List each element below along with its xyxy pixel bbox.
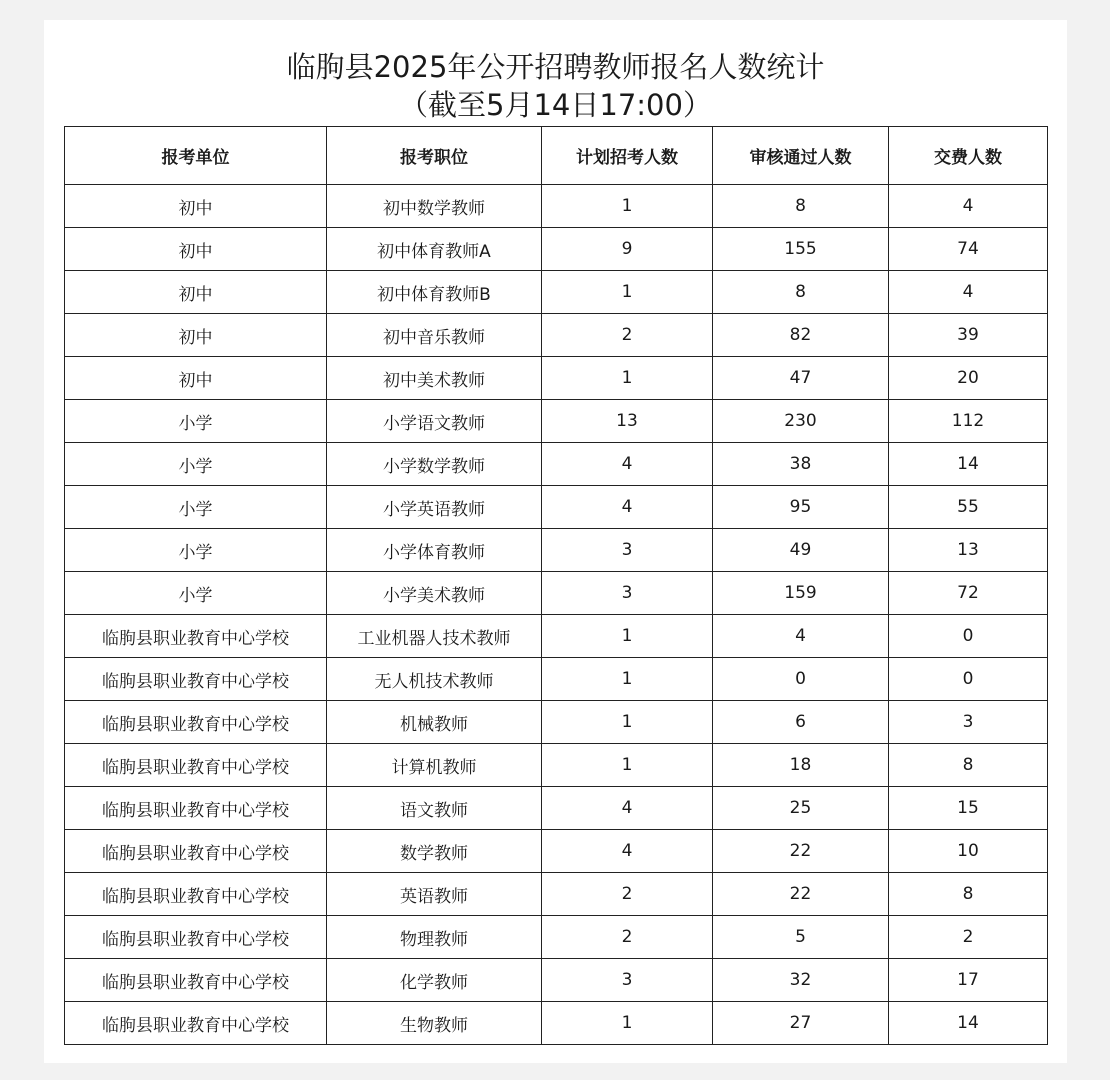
cell-unit: 小学 <box>65 529 327 572</box>
cell-unit: 临朐县职业教育中心学校 <box>65 830 327 873</box>
cell-paid-count: 10 <box>889 830 1048 873</box>
cell-paid-count: 14 <box>889 443 1048 486</box>
cell-planned-count: 3 <box>542 572 713 615</box>
table-row <box>65 486 1048 529</box>
cell-planned-count: 9 <box>542 228 713 271</box>
cell-approved-count: 22 <box>713 830 889 873</box>
table-row <box>65 443 1048 486</box>
cell-approved-count: 8 <box>713 185 889 228</box>
cell-unit: 初中 <box>65 185 327 228</box>
cell-approved-count: 230 <box>713 400 889 443</box>
cell-paid-count: 8 <box>889 744 1048 787</box>
cell-approved-count: 47 <box>713 357 889 400</box>
cell-approved-count: 22 <box>713 873 889 916</box>
cell-position: 工业机器人技术教师 <box>327 615 542 658</box>
cell-planned-count: 2 <box>542 314 713 357</box>
cell-unit: 临朐县职业教育中心学校 <box>65 701 327 744</box>
cell-approved-count: 8 <box>713 271 889 314</box>
cell-approved-count: 38 <box>713 443 889 486</box>
cell-approved-count: 49 <box>713 529 889 572</box>
cell-unit: 初中 <box>65 271 327 314</box>
cell-paid-count: 3 <box>889 701 1048 744</box>
cell-unit: 小学 <box>65 400 327 443</box>
cell-unit: 小学 <box>65 486 327 529</box>
cell-position: 初中体育教师B <box>327 271 542 314</box>
cell-planned-count: 1 <box>542 185 713 228</box>
cell-paid-count: 4 <box>889 271 1048 314</box>
table-row <box>65 658 1048 701</box>
cell-position: 小学英语教师 <box>327 486 542 529</box>
cell-planned-count: 2 <box>542 873 713 916</box>
cell-approved-count: 5 <box>713 916 889 959</box>
cell-planned-count: 1 <box>542 701 713 744</box>
document-card <box>44 20 1067 1063</box>
cell-position: 无人机技术教师 <box>327 658 542 701</box>
cell-position: 小学数学教师 <box>327 443 542 486</box>
cell-paid-count: 0 <box>889 615 1048 658</box>
table-row <box>65 357 1048 400</box>
cell-unit: 小学 <box>65 443 327 486</box>
cell-planned-count: 1 <box>542 744 713 787</box>
cell-position: 初中体育教师A <box>327 228 542 271</box>
cell-position: 生物教师 <box>327 1002 542 1045</box>
cell-planned-count: 3 <box>542 959 713 1002</box>
cell-unit: 临朐县职业教育中心学校 <box>65 1002 327 1045</box>
cell-unit: 临朐县职业教育中心学校 <box>65 959 327 1002</box>
cell-planned-count: 3 <box>542 529 713 572</box>
cell-planned-count: 2 <box>542 916 713 959</box>
table-row <box>65 228 1048 271</box>
cell-paid-count: 4 <box>889 185 1048 228</box>
cell-unit: 初中 <box>65 314 327 357</box>
cell-paid-count: 17 <box>889 959 1048 1002</box>
table-row <box>65 701 1048 744</box>
table-row <box>65 400 1048 443</box>
cell-approved-count: 82 <box>713 314 889 357</box>
table-row <box>65 1002 1048 1045</box>
page-subtitle-date: （截至5月14日17:00） <box>399 88 712 122</box>
cell-unit: 初中 <box>65 357 327 400</box>
cell-approved-count: 25 <box>713 787 889 830</box>
header-paid-count: 交费人数 <box>889 127 1048 185</box>
page-title: 临朐县2025年公开招聘教师报名人数统计 <box>286 50 825 84</box>
cell-planned-count: 4 <box>542 787 713 830</box>
cell-position: 英语教师 <box>327 873 542 916</box>
cell-position: 计算机教师 <box>327 744 542 787</box>
cell-approved-count: 95 <box>713 486 889 529</box>
cell-paid-count: 20 <box>889 357 1048 400</box>
header-approved-count: 审核通过人数 <box>713 127 889 185</box>
table-header-row <box>65 127 1048 185</box>
table-row <box>65 615 1048 658</box>
header-position: 报考职位 <box>327 127 542 185</box>
cell-position: 小学语文教师 <box>327 400 542 443</box>
cell-unit: 临朐县职业教育中心学校 <box>65 615 327 658</box>
cell-planned-count: 1 <box>542 357 713 400</box>
table-row <box>65 959 1048 1002</box>
cell-position: 初中音乐教师 <box>327 314 542 357</box>
cell-approved-count: 6 <box>713 701 889 744</box>
cell-planned-count: 4 <box>542 486 713 529</box>
table-row <box>65 744 1048 787</box>
cell-approved-count: 155 <box>713 228 889 271</box>
table-row <box>65 314 1048 357</box>
table-row <box>65 529 1048 572</box>
cell-paid-count: 14 <box>889 1002 1048 1045</box>
cell-unit: 临朐县职业教育中心学校 <box>65 916 327 959</box>
header-unit: 报考单位 <box>65 127 327 185</box>
cell-planned-count: 1 <box>542 615 713 658</box>
table-row <box>65 830 1048 873</box>
cell-unit: 临朐县职业教育中心学校 <box>65 744 327 787</box>
cell-planned-count: 1 <box>542 658 713 701</box>
table-row <box>65 271 1048 314</box>
cell-unit: 临朐县职业教育中心学校 <box>65 787 327 830</box>
cell-paid-count: 2 <box>889 916 1048 959</box>
cell-planned-count: 4 <box>542 443 713 486</box>
cell-approved-count: 32 <box>713 959 889 1002</box>
table-body <box>65 185 1048 1045</box>
cell-unit: 初中 <box>65 228 327 271</box>
table-row <box>65 572 1048 615</box>
cell-planned-count: 1 <box>542 1002 713 1045</box>
cell-paid-count: 55 <box>889 486 1048 529</box>
cell-unit: 小学 <box>65 572 327 615</box>
cell-paid-count: 39 <box>889 314 1048 357</box>
cell-approved-count: 4 <box>713 615 889 658</box>
cell-paid-count: 13 <box>889 529 1048 572</box>
cell-position: 小学体育教师 <box>327 529 542 572</box>
cell-paid-count: 72 <box>889 572 1048 615</box>
table-row <box>65 916 1048 959</box>
cell-position: 数学教师 <box>327 830 542 873</box>
cell-planned-count: 4 <box>542 830 713 873</box>
cell-position: 机械教师 <box>327 701 542 744</box>
table-row <box>65 873 1048 916</box>
cell-paid-count: 8 <box>889 873 1048 916</box>
table-row <box>65 787 1048 830</box>
registration-stats-table <box>64 126 1048 1045</box>
cell-position: 初中数学教师 <box>327 185 542 228</box>
table-row <box>65 185 1048 228</box>
header-planned-count: 计划招考人数 <box>542 127 713 185</box>
cell-paid-count: 0 <box>889 658 1048 701</box>
cell-approved-count: 159 <box>713 572 889 615</box>
cell-position: 物理教师 <box>327 916 542 959</box>
cell-paid-count: 74 <box>889 228 1048 271</box>
cell-unit: 临朐县职业教育中心学校 <box>65 658 327 701</box>
cell-position: 小学美术教师 <box>327 572 542 615</box>
cell-approved-count: 27 <box>713 1002 889 1045</box>
cell-approved-count: 0 <box>713 658 889 701</box>
cell-position: 语文教师 <box>327 787 542 830</box>
cell-paid-count: 112 <box>889 400 1048 443</box>
cell-position: 初中美术教师 <box>327 357 542 400</box>
cell-position: 化学教师 <box>327 959 542 1002</box>
cell-paid-count: 15 <box>889 787 1048 830</box>
cell-approved-count: 18 <box>713 744 889 787</box>
cell-unit: 临朐县职业教育中心学校 <box>65 873 327 916</box>
cell-planned-count: 1 <box>542 271 713 314</box>
cell-planned-count: 13 <box>542 400 713 443</box>
